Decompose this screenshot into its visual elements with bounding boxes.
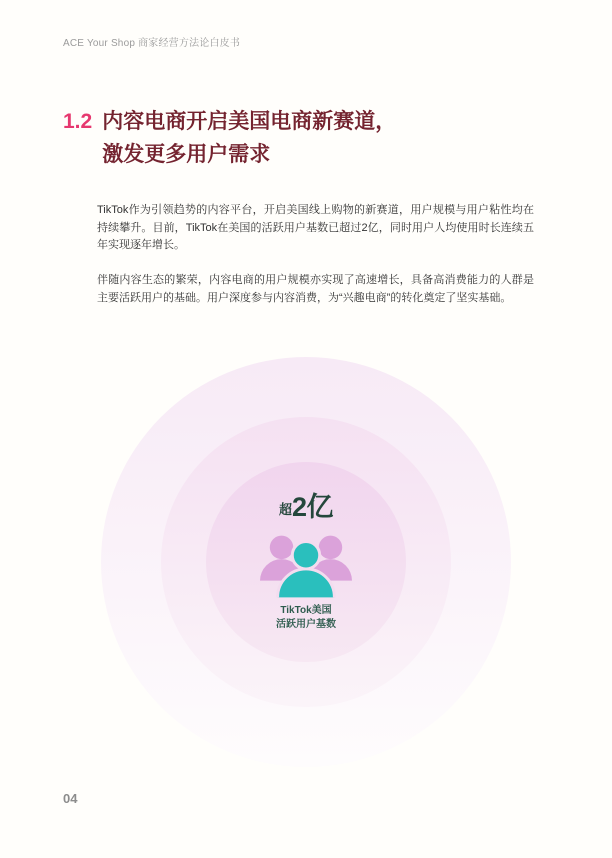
- stat-value: 2亿: [291, 492, 334, 522]
- section-number: 1.2: [63, 110, 93, 133]
- infographic-label: [206, 604, 406, 632]
- body-paragraph-1: TikTok作为引领趋势的内容平台，开启美国线上购物的新赛道，用户规模与用户粘性均在持续攀升。目前，TikTok在美国的活跃用户基数已超过2亿，同时用户人均使用时长连续五年实现逐年增长。: [97, 204, 534, 251]
- infographic-label-line2: 活跃用户基数: [276, 619, 336, 630]
- stat-prefix: 超: [278, 501, 292, 517]
- page-header: ACE Your Shop 商家经营方法论白皮书: [63, 38, 241, 49]
- user-count-stat: [206, 485, 406, 524]
- body-paragraph-2: 伴随内容生态的繁荣，内容电商的用户规模亦实现了高速增长，具备高消费能力的人群是主要活跃用户的基础。用户深度参与内容消费，为“兴趣电商”的转化奠定了坚实基础。: [97, 274, 534, 304]
- user-group-icon: [260, 533, 352, 599]
- section-title: [63, 105, 396, 171]
- page-number: 04: [63, 791, 78, 806]
- section-title-text: [102, 105, 396, 171]
- section-title-line1: 内容电商开启美国电商新赛道，: [102, 110, 397, 133]
- infographic-label-line1: TikTok美国: [280, 605, 332, 616]
- section-title-line2: 激发更多用户需求: [102, 143, 271, 166]
